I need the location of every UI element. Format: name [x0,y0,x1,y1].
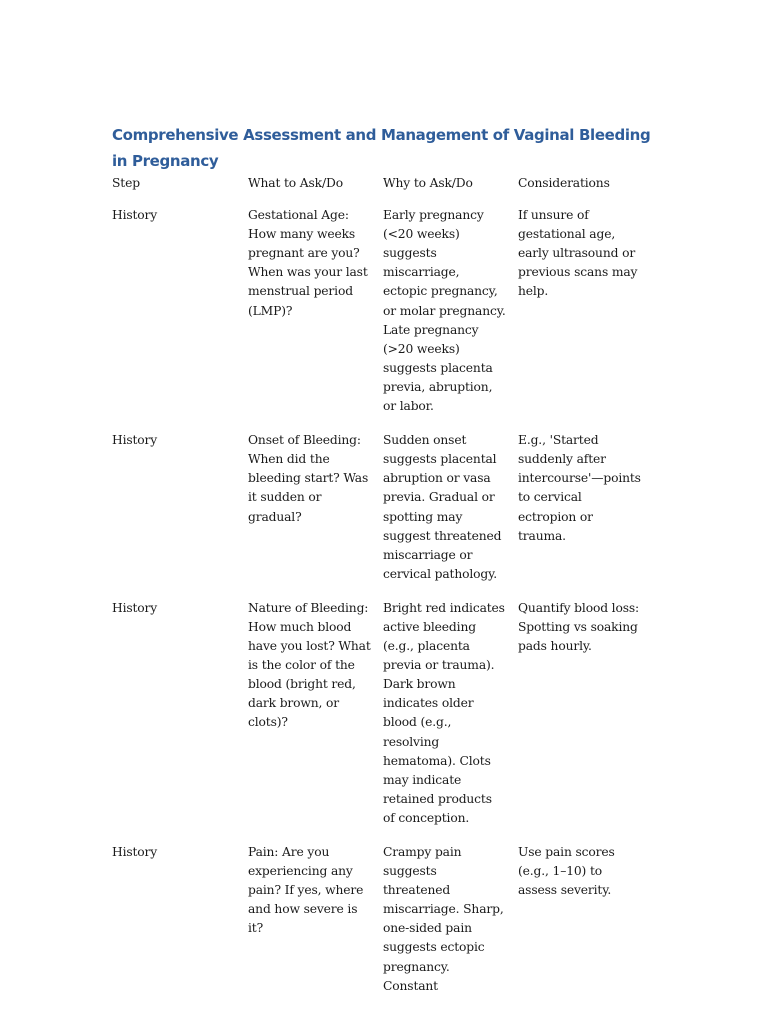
column-header-why-to-ask: Why to Ask/Do [383,176,473,190]
column-header-considerations: Considerations [518,176,610,190]
cell-what-to-ask: Onset of Bleeding: When did the bleeding start? Was it sudden or gradual? [248,433,369,524]
table-header-row [106,171,648,203]
cell-why-to-ask: Early pregnancy (<20 weeks) suggests miscarriage, ectopic pregnancy, or molar pregnancy. Late pregnancy (>20 weeks) suggests placenta previa, abruption, or labor. [383,208,506,414]
cell-step: History [112,600,158,615]
cell-why-to-ask: Crampy pain suggests threatened miscarriage. Sharp, one-sided pain suggests ectopic pregnancy. Constant [383,845,504,993]
table-row [106,203,648,428]
cell-what-to-ask: Nature of Bleeding: How much blood have you lost? What is the color of the blood (bright red, dark brown, or clots)? [248,600,371,730]
document-title: Comprehensive Assessment and Management of Vaginal Bleeding in Pregnancy [112,126,651,170]
cell-considerations: Quantify blood loss: Spotting vs soaking pads hourly. [518,600,640,654]
cell-why-to-ask: Sudden onset suggests placental abruption or vasa previa. Gradual or spotting may suggest threatened miscarriage or cervical pathology. [383,433,502,581]
cell-what-to-ask: Pain: Are you experiencing any pain? If yes, where and how severe is it? [248,845,364,936]
cell-why-to-ask: Bright red indicates active bleeding (e.g., placenta previa or trauma). Dark brown indicates older blood (e.g., resolving hematoma). Clots may indicate retained products of conception. [383,600,505,825]
table-row [106,596,648,840]
assessment-table [106,171,648,1008]
cell-considerations: E.g., 'Started suddenly after intercourse'—points to cervical ectropion or trauma. [518,433,641,543]
table-row [106,428,648,596]
column-header-what-to-ask: What to Ask/Do [248,176,343,190]
cell-considerations: Use pain scores (e.g., 1–10) to assess severity. [518,845,615,898]
cell-step: History [112,845,158,859]
cell-what-to-ask: Gestational Age: How many weeks pregnant are you? When was your last menstrual period (LMP)? [248,208,368,318]
cell-step: History [112,433,158,448]
cell-considerations: If unsure of gestational age, early ultrasound or previous scans may help. [518,208,638,299]
cell-step: History [112,208,158,223]
column-header-step: Step [112,176,140,190]
table-row [106,840,648,1008]
